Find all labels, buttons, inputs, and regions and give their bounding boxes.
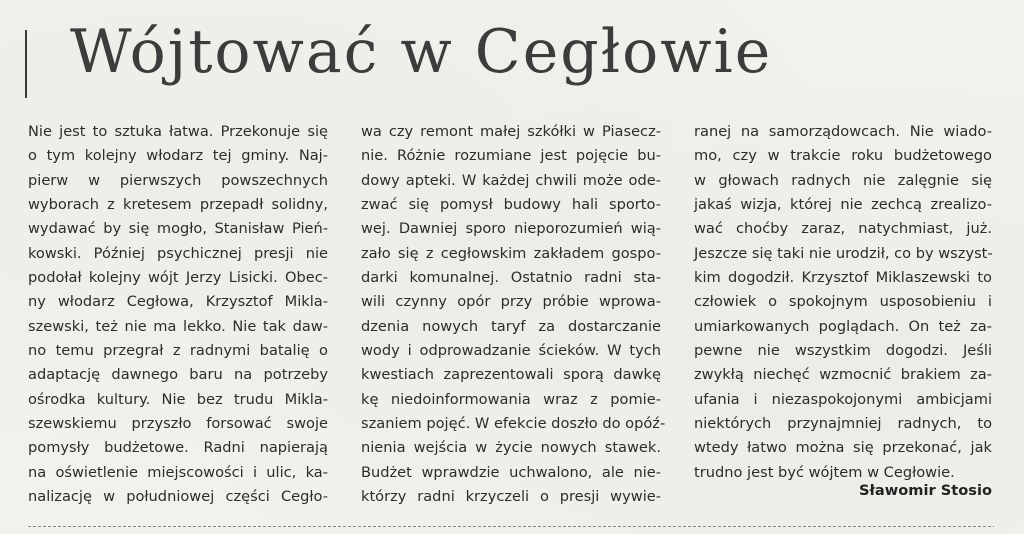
article-line: adaptację dawnego baru na potrzeby <box>28 366 328 384</box>
article-line: darki komunalnej. Ostatnio radni sta- <box>361 269 661 287</box>
article-line: podołał kolejny wójt Jerzy Lisicki. Obec- <box>28 269 328 287</box>
article-line: nie. Różnie rozumiane jest pojęcie bu- <box>361 147 661 165</box>
article-line: kowski. Później psychicznej presji nie <box>28 244 328 262</box>
article-line: kę niedoinformowania wraz z pomie- <box>361 390 661 408</box>
article-line: dzenia nowych taryf za dostarczanie <box>361 317 661 335</box>
article-column-3 <box>694 120 992 485</box>
article-column-2 <box>361 120 666 510</box>
article-line: wody i odprowadzanie ścieków. W tych <box>361 342 661 360</box>
article-line: o tym kolejny włodarz tej gminy. Naj- <box>28 147 328 165</box>
article-line: pewne nie wszystkim dogodzi. Jeśli <box>694 342 992 360</box>
article-line: zwykłą niechęć wzmocnić brakiem za- <box>694 366 992 384</box>
article-line: ranej na samorządowcach. Nie wiado- <box>694 123 992 140</box>
article-line: ny włodarz Cegłowa, Krzysztof Mikla- <box>28 293 328 311</box>
article-line: nienia wejścia w życie nowych stawek. <box>361 439 661 457</box>
article-line: pierw w pierwszych powszechnych <box>28 171 328 189</box>
article-line: wili czynny opór przy próbie wprowa- <box>361 293 661 311</box>
article-line: umiarkowanych poglądach. On też za- <box>694 317 992 335</box>
article-line: mo, czy w trakcie roku budżetowego <box>694 147 992 165</box>
article-line: którzy radni krzyczeli o presji wywie- <box>361 488 661 506</box>
article-line: szaniem pojęć. W efekcie doszło do opóź- <box>361 415 666 433</box>
article-line: Nie jest to sztuka łatwa. Przekonuje się <box>28 123 328 140</box>
article-line: nalizację w południowej części Cegło- <box>28 488 328 506</box>
article-line: na oświetlenie miejscowości i ulic, ka- <box>28 463 328 481</box>
article-line: człowiek o spokojnym usposobieniu i <box>694 293 992 311</box>
byline: Sławomir Stosio <box>859 482 992 499</box>
article-line: dowy apteki. W każdej chwili może ode- <box>361 171 661 189</box>
article-line: wać choćby zaraz, natychmiast, już. <box>694 220 992 238</box>
article-line: Budżet wprawdzie uchwalono, ale nie- <box>361 463 661 481</box>
article-line: jakaś wizja, której nie zechcą zrealizo- <box>694 196 992 214</box>
article-line: ufania i niezaspokojonymi ambicjami <box>694 390 992 408</box>
article-line: niektórych przynajmniej radnych, to <box>694 415 992 433</box>
article-line: kim dogodził. Krzysztof Miklaszewski to <box>694 269 992 287</box>
article-line: no temu przegrał z radnymi batalię o <box>28 342 328 360</box>
article-line: szewski, też nie ma lekko. Nie tak daw- <box>28 317 328 335</box>
article-line: w głowach radnych nie zalęgnie się <box>694 171 992 189</box>
article-line: zwać się pomysł budowy hali sporto- <box>361 196 661 214</box>
headline: Wójtować w Cegłowie <box>70 17 773 87</box>
article-line: wa czy remont małej szkółki w Piasecz- <box>361 123 661 140</box>
article-line: zało się z cegłowskim zakładem gospo- <box>361 244 661 262</box>
headline-rule <box>25 30 27 98</box>
article-column-1 <box>28 120 328 510</box>
article-line: trudno jest być wójtem w Cegłowie. <box>694 463 955 481</box>
article-line: szewskiemu przyszło forsować swoje <box>28 415 328 433</box>
article-line: ośrodka kultury. Nie bez trudu Mikla- <box>28 390 328 408</box>
bottom-rule <box>28 526 994 527</box>
article-line: wyborach z kretesem przepadł solidny, <box>28 196 328 214</box>
article-line: wtedy łatwo można się przekonać, jak <box>694 439 992 457</box>
article-line: pomysły budżetowe. Radni napierają <box>28 439 328 457</box>
article-line: kwestiach zaprezentowali sporą dawkę <box>361 366 661 384</box>
article-line: wydawać by się mogło, Stanisław Pień- <box>28 220 328 238</box>
article-line: Jeszcze się taki nie urodził, co by wszyst- <box>694 244 993 262</box>
article-line: wej. Dawniej sporo nieporozumień wią- <box>361 220 661 238</box>
